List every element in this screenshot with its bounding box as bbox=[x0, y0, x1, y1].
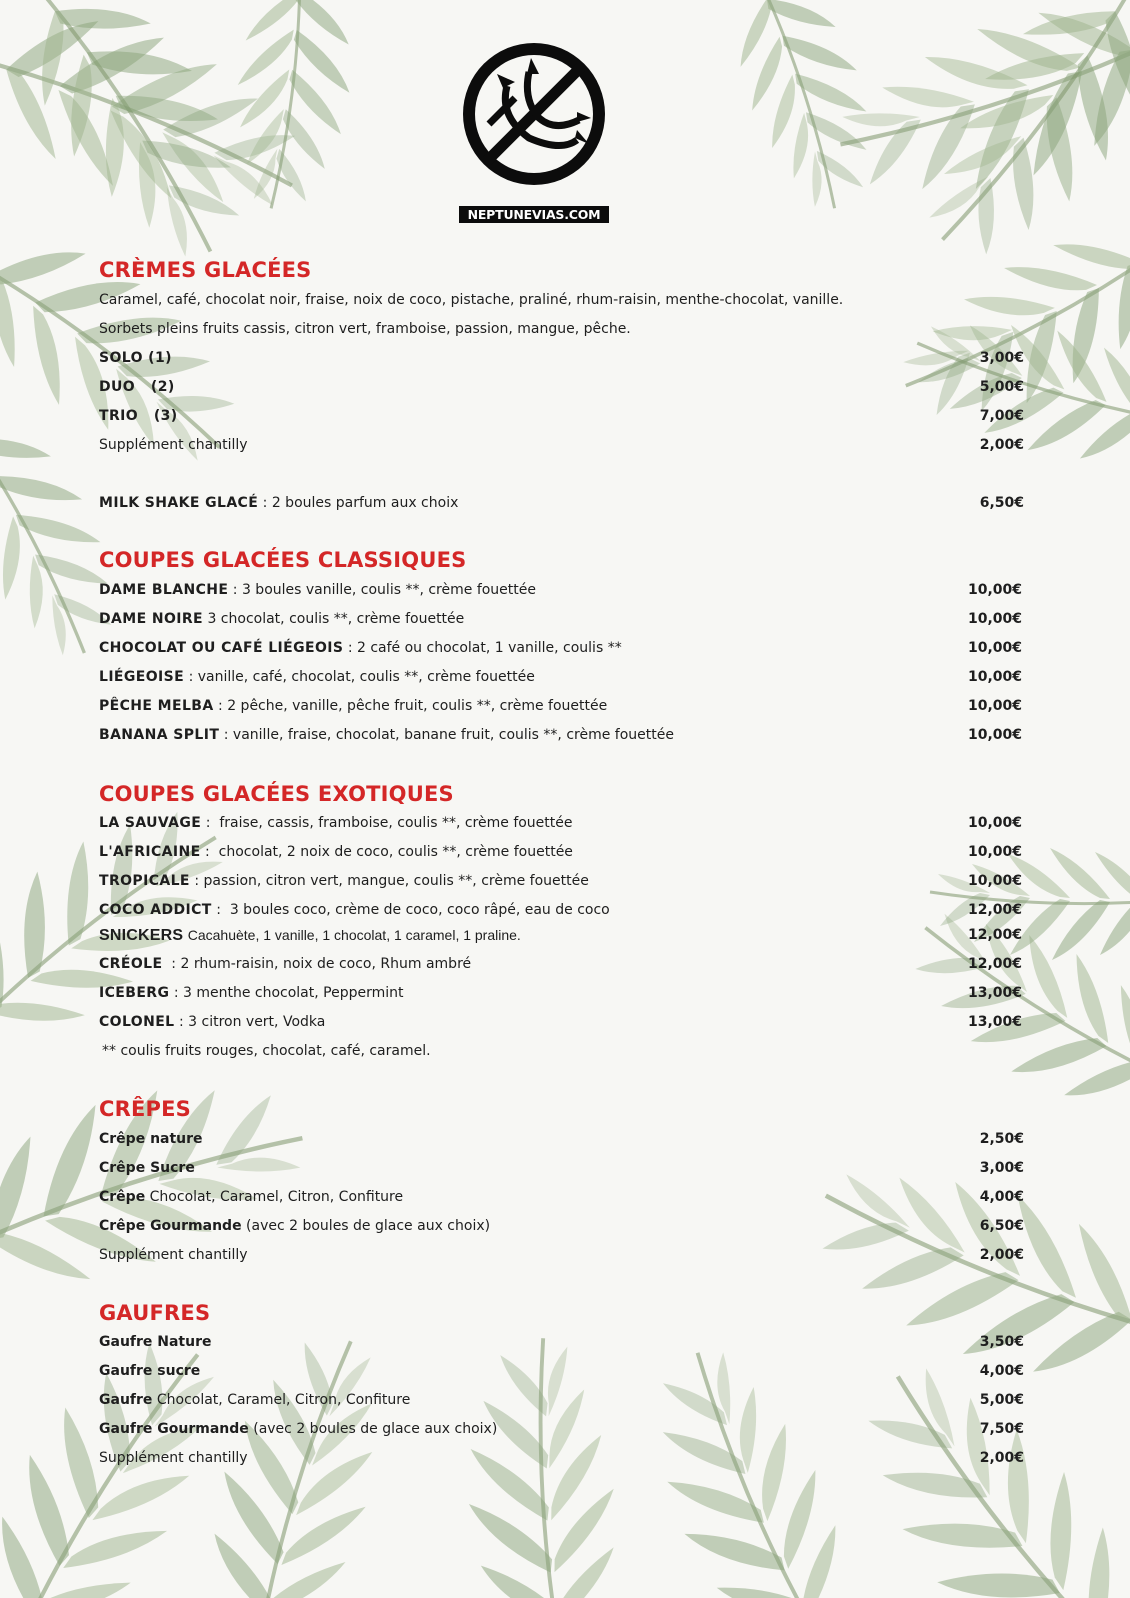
menu-item bbox=[99, 1244, 1024, 1266]
menu-item bbox=[99, 899, 1022, 921]
item-desc: (avec 2 boules de glace aux choix) bbox=[246, 1218, 491, 1234]
menu-item bbox=[99, 812, 1022, 834]
logo bbox=[459, 34, 609, 226]
menu-item bbox=[99, 376, 1024, 398]
item-price: 5,00€ bbox=[979, 1392, 1024, 1408]
item-price: 10,00€ bbox=[967, 640, 1022, 656]
item-price: 10,00€ bbox=[967, 582, 1022, 598]
menu-item bbox=[99, 1011, 1022, 1033]
item-price: 10,00€ bbox=[967, 815, 1022, 831]
item-price: 12,00€ bbox=[967, 927, 1022, 943]
item-price: 4,00€ bbox=[979, 1363, 1024, 1379]
menu-item bbox=[99, 870, 1022, 892]
item-name: MILK SHAKE GLACÉ bbox=[99, 495, 259, 511]
item-name: DAME NOIRE bbox=[99, 611, 203, 627]
flavors-line bbox=[99, 289, 1024, 311]
logo-caption: NEPTUNEVIAS.COM bbox=[459, 206, 609, 223]
menu-item bbox=[99, 982, 1022, 1004]
item-name: COLONEL bbox=[99, 1014, 175, 1030]
item-name: L'AFRICAINE bbox=[99, 844, 201, 860]
menu-item bbox=[99, 434, 1024, 456]
item-desc: 3 chocolat, coulis **, crème fouettée bbox=[207, 611, 465, 627]
menu-item bbox=[99, 1389, 1024, 1411]
item-name: Crêpe nature bbox=[99, 1131, 203, 1147]
item-desc: Supplément chantilly bbox=[99, 437, 248, 453]
item-price: 12,00€ bbox=[967, 956, 1022, 972]
sorbets-line bbox=[99, 318, 1024, 340]
item-price: 4,00€ bbox=[979, 1189, 1024, 1205]
item-name: Crêpe Gourmande bbox=[99, 1218, 242, 1234]
item-name: Crêpe Sucre bbox=[99, 1160, 195, 1176]
menu-item bbox=[99, 1186, 1024, 1208]
menu-item bbox=[99, 637, 1022, 659]
item-price: 6,50€ bbox=[979, 495, 1024, 511]
item-price: 2,00€ bbox=[979, 437, 1024, 453]
item-name: DAME BLANCHE bbox=[99, 582, 229, 598]
menu-item bbox=[99, 841, 1022, 863]
item-price: 10,00€ bbox=[967, 844, 1022, 860]
item-price: 2,50€ bbox=[979, 1131, 1024, 1147]
item-price: 2,00€ bbox=[979, 1247, 1024, 1263]
section-title-gaufres: GAUFRES bbox=[99, 1301, 211, 1325]
item-desc: : 3 boules coco, crème de coco, coco râpé, eau de coco bbox=[216, 902, 610, 918]
menu-item bbox=[99, 953, 1022, 975]
item-name: LA SAUVAGE bbox=[99, 815, 202, 831]
menu-item bbox=[99, 1447, 1024, 1469]
item-price: 13,00€ bbox=[967, 985, 1022, 1001]
item-price: 3,00€ bbox=[979, 1160, 1024, 1176]
item-name: PÊCHE MELBA bbox=[99, 698, 214, 714]
item-price: 3,50€ bbox=[979, 1334, 1024, 1350]
item-price: 7,50€ bbox=[979, 1421, 1024, 1437]
menu-item bbox=[99, 1331, 1024, 1353]
item-name: Gaufre Nature bbox=[99, 1334, 212, 1350]
item-desc: : 3 citron vert, Vodka bbox=[178, 1014, 326, 1030]
menu-item bbox=[99, 695, 1022, 717]
section-title-cremes: CRÈMES GLACÉES bbox=[99, 258, 312, 282]
item-desc: : vanille, café, chocolat, coulis **, crème fouettée bbox=[188, 669, 535, 685]
section-title-crepes: CRÊPES bbox=[99, 1097, 191, 1121]
item-name: Gaufre Gourmande bbox=[99, 1421, 249, 1437]
item-name: LIÉGEOISE bbox=[99, 669, 185, 685]
item-price: 6,50€ bbox=[979, 1218, 1024, 1234]
item-name: BANANA SPLIT bbox=[99, 727, 220, 743]
item-price: 10,00€ bbox=[967, 873, 1022, 889]
item-desc: Supplément chantilly bbox=[99, 1450, 248, 1466]
item-desc: Chocolat, Caramel, Citron, Confiture bbox=[149, 1189, 404, 1205]
item-desc: : vanille, fraise, chocolat, banane fruit, coulis **, crème fouettée bbox=[223, 727, 674, 743]
menu-item bbox=[99, 579, 1022, 601]
menu-item bbox=[99, 347, 1024, 369]
item-name: TRIO (3) bbox=[99, 408, 178, 424]
item-desc: : fraise, cassis, framboise, coulis **, crème fouettée bbox=[205, 815, 573, 831]
menu-item bbox=[99, 1360, 1024, 1382]
item-name: ICEBERG bbox=[99, 985, 170, 1001]
menu-item bbox=[99, 1128, 1024, 1150]
item-price: 10,00€ bbox=[967, 611, 1022, 627]
item-name: SNICKERS bbox=[99, 927, 184, 944]
item-desc: : chocolat, 2 noix de coco, coulis **, crème fouettée bbox=[205, 844, 573, 860]
sorbets-text: Sorbets pleins fruits cassis, citron vert, framboise, passion, mangue, pêche. bbox=[99, 321, 631, 337]
item-desc: Supplément chantilly bbox=[99, 1247, 248, 1263]
item-name: SOLO (1) bbox=[99, 350, 172, 366]
item-desc: : passion, citron vert, mangue, coulis **, crème fouettée bbox=[194, 873, 589, 889]
item-desc: Cacahuète, 1 vanille, 1 chocolat, 1 caramel, 1 praline. bbox=[187, 927, 521, 943]
menu-item bbox=[99, 924, 1022, 946]
section-title-exotiques: COUPES GLACÉES EXOTIQUES bbox=[99, 782, 454, 806]
item-price: 10,00€ bbox=[967, 669, 1022, 685]
menu-item bbox=[99, 405, 1024, 427]
item-price: 3,00€ bbox=[979, 350, 1024, 366]
item-desc: : 3 boules vanille, coulis **, crème fouettée bbox=[232, 582, 537, 598]
item-name: Gaufre bbox=[99, 1392, 153, 1408]
item-name: Crêpe bbox=[99, 1189, 146, 1205]
milkshake-item bbox=[99, 492, 1024, 514]
item-price: 10,00€ bbox=[967, 698, 1022, 714]
item-desc: : 2 boules parfum aux choix bbox=[262, 495, 459, 511]
item-name: Gaufre sucre bbox=[99, 1363, 201, 1379]
item-price: 12,00€ bbox=[967, 902, 1022, 918]
menu-item bbox=[99, 608, 1022, 630]
item-name: TROPICALE bbox=[99, 873, 190, 889]
item-price: 2,00€ bbox=[979, 1450, 1024, 1466]
item-price: 13,00€ bbox=[967, 1014, 1022, 1030]
flavors-text: Caramel, café, chocolat noir, fraise, noix de coco, pistache, praliné, rhum-raisin, menthe-chocolat, vanille. bbox=[99, 292, 844, 308]
note-text: ** coulis fruits rouges, chocolat, café, caramel. bbox=[102, 1043, 431, 1059]
item-name: CHOCOLAT OU CAFÉ LIÉGEOIS bbox=[99, 640, 344, 656]
trident-in-circle-icon bbox=[459, 34, 609, 194]
item-desc: Chocolat, Caramel, Citron, Confiture bbox=[156, 1392, 411, 1408]
item-name: COCO ADDICT bbox=[99, 902, 212, 918]
item-price: 10,00€ bbox=[967, 727, 1022, 743]
item-desc: : 2 pêche, vanille, pêche fruit, coulis **, crème fouettée bbox=[218, 698, 608, 714]
item-desc: (avec 2 boules de glace aux choix) bbox=[253, 1421, 498, 1437]
item-desc: : 3 menthe chocolat, Peppermint bbox=[173, 985, 404, 1001]
item-name: CRÉOLE bbox=[99, 956, 163, 972]
item-name: DUO (2) bbox=[99, 379, 175, 395]
menu-item bbox=[99, 1215, 1024, 1237]
coulis-note bbox=[102, 1040, 1027, 1062]
section-title-classiques: COUPES GLACÉES CLASSIQUES bbox=[99, 548, 467, 572]
menu-item bbox=[99, 666, 1022, 688]
item-price: 7,00€ bbox=[979, 408, 1024, 424]
item-desc: : 2 café ou chocolat, 1 vanille, coulis ** bbox=[347, 640, 622, 656]
item-price: 5,00€ bbox=[979, 379, 1024, 395]
item-desc: : 2 rhum-raisin, noix de coco, Rhum ambré bbox=[162, 956, 472, 972]
menu-item bbox=[99, 1157, 1024, 1179]
menu-item bbox=[99, 1418, 1024, 1440]
menu-item bbox=[99, 724, 1022, 746]
